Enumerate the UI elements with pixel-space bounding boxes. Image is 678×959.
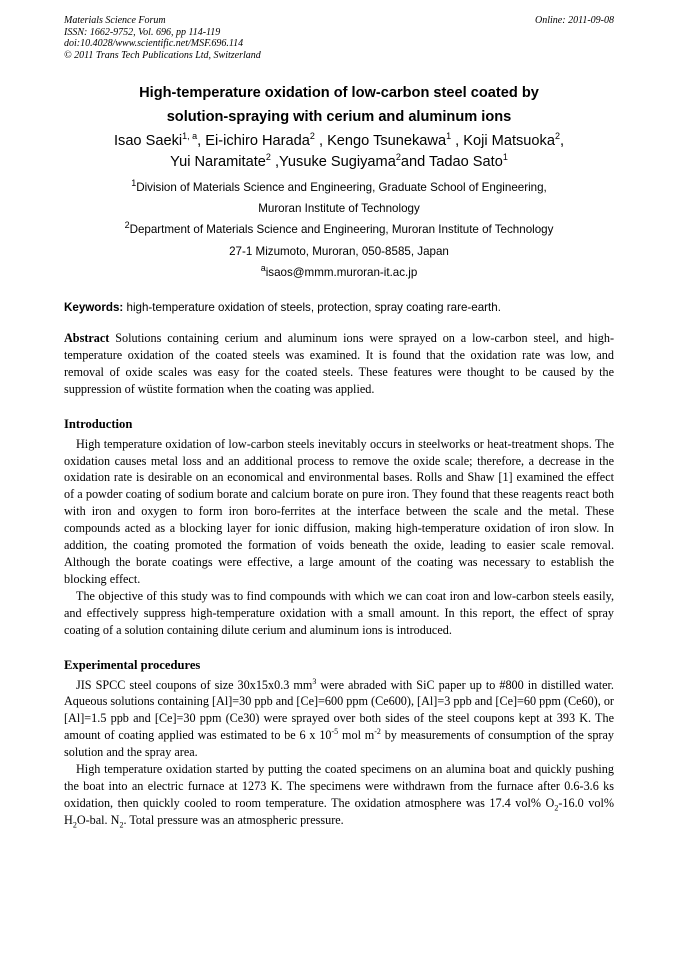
text-run: JIS SPCC steel coupons of size 30x15x0.3 mm bbox=[76, 677, 313, 692]
author-name: Tadao Sato bbox=[428, 154, 503, 170]
experimental-section bbox=[64, 677, 614, 829]
email-line bbox=[64, 262, 614, 283]
running-header bbox=[64, 15, 614, 61]
section-heading-experimental: Experimental procedures bbox=[64, 657, 201, 672]
affiliation-1 bbox=[64, 177, 614, 219]
author-name: Yui Naramitate bbox=[170, 154, 266, 170]
author-name: Kengo Tsunekawa bbox=[327, 133, 447, 149]
subscript: 2 bbox=[554, 803, 559, 813]
doi-line: doi:10.4028/www.scientific.net/MSF.696.114 bbox=[64, 38, 244, 49]
superscript: -2 bbox=[374, 727, 381, 737]
affiliation-text: Division of Materials Science and Engineering, Graduate School of Engineering, bbox=[136, 181, 547, 194]
section-heading-introduction: Introduction bbox=[64, 416, 133, 431]
paragraph bbox=[64, 677, 614, 762]
affiliation-text: Muroran Institute of Technology bbox=[258, 202, 420, 216]
superscript: -5 bbox=[331, 727, 339, 737]
subscript: 2 bbox=[72, 820, 77, 830]
affiliation-2 bbox=[64, 219, 614, 261]
journal-name: Materials Science Forum bbox=[64, 15, 166, 26]
paragraph: The objective of this study was to find compounds with which we can coat iron and low-carbon steels easily, and effectively suppress high-temperature oxidation with a small amount. In this report, the effect of spray coating of a solution containing dilute cerium and aluminum ions is introduced. bbox=[64, 588, 614, 637]
author-name: Ei-ichiro Harada bbox=[205, 133, 310, 149]
title-line-2: solution-spraying with cerium and aluminum ions bbox=[166, 109, 512, 125]
affiliation-sup: 1 bbox=[131, 178, 137, 189]
publication-info bbox=[64, 15, 614, 61]
online-date: Online: 2011-09-08 bbox=[535, 15, 614, 26]
text-run: by measurements of consumption of the spray solution and the spray area. bbox=[64, 728, 614, 760]
affiliation-address: 27-1 Mizumoto, Muroran, 050-8585, Japan bbox=[229, 244, 449, 258]
abstract-label: Abstract bbox=[64, 331, 110, 346]
title-line-1: High-temperature oxidation of low-carbon steel coated by bbox=[139, 85, 539, 101]
author-sup: 1 bbox=[446, 131, 452, 142]
author-sup: 1 bbox=[502, 152, 508, 163]
author-email[interactable]: isaos@mmm.muroran-it.ac.jp bbox=[265, 265, 418, 279]
author-sup: 2 bbox=[395, 152, 401, 163]
author-name: Isao Saeki bbox=[113, 133, 183, 149]
keywords-label: Keywords: bbox=[64, 301, 124, 315]
text-run: -16.0 vol% H bbox=[64, 795, 614, 827]
author-sup: 2 bbox=[309, 131, 315, 142]
text-run: were abraded with SiC paper up to #800 in distilled water. Aqueous solutions containing [Al]=30 ppb and [Ce]=600 ppm (Ce600), [Al]=3 ppb and [Ce]=60 ppm (Ce60), or [Al]=1.5 ppb and [Ce]=30 ppm (Ce30) were sprayed over both sides of the steel coupons kept at 393 K. The amount of coating applied was estimated to be 6 x 10 bbox=[64, 677, 614, 743]
abstract bbox=[64, 330, 614, 398]
keywords bbox=[64, 301, 614, 315]
abstract-text: Solutions containing cerium and aluminum ions were sprayed on a low-carbon steel, and high-temperature oxidation of the coated steels was examined. It is found that the oxidation rate was low, and removal of oxide scales was easy for the coated steels. These features were thought to be caused by the suppression of wüstite formation when the coating was applied. bbox=[64, 331, 614, 396]
author-name: Yusuke Sugiyama bbox=[279, 154, 396, 170]
text-run: . Total pressure was an atmospheric pressure. bbox=[123, 812, 344, 827]
author-list bbox=[64, 131, 614, 173]
author-line-2: Yui Naramitate$^2$ ,Yusuke Sugiyama$^2$and Tadao Sato$^1$ bbox=[170, 152, 508, 170]
paragraph: High temperature oxidation of low-carbon steels inevitably occurs in steelworks or heat-treatment shops. The oxidation causes metal loss and an additional process to remove the oxide scale; therefore, a decrease in the oxidation rate is desirable on an economical and environmental bases. Rolls and Shaw [1] examined the effect of a powder coating of sodium borate and calcium borate on pure iron. They found that these reagents react both with iron and oxygen to form iron boro-ferrites at the interface between the scale and the metal. These compounds acted as a blocking layer for ionic diffusion, making high-temperature oxidation of iron slow. In addition, the coating promoted the formation of voids beneath the oxide, leading to easier scale removal. Although the borate coatings were effective, a large amount of the coating was necessary to establish the blocking effect. bbox=[64, 436, 614, 586]
affiliation-text: Department of Materials Science and Engineering, Muroran Institute of Technology bbox=[129, 223, 554, 237]
author-sup: 2 bbox=[554, 131, 560, 142]
paragraph bbox=[64, 761, 614, 829]
keywords-text: high-temperature oxidation of steels, protection, spray coating rare-earth. bbox=[126, 301, 501, 315]
superscript: 3 bbox=[312, 676, 317, 686]
affiliations bbox=[64, 177, 614, 283]
author-line-1: Isao Saeki$^{1, a}$, Ei-ichiro Harada$^2$ , Kengo Tsunekawa$^1$ , Koji Matsuoka$^2$, bbox=[113, 131, 565, 149]
author-sup: 1, a bbox=[182, 131, 198, 142]
author-name: Koji Matsuoka bbox=[463, 133, 555, 149]
author-sup: 2 bbox=[265, 152, 271, 163]
affiliation-sup: 2 bbox=[124, 220, 130, 231]
text-run: mol m bbox=[338, 728, 375, 743]
text-run: High temperature oxidation started by putting the coated specimens on an alumina boat and quickly pushing the boat into an electric furnace at 1273 K. The specimens were withdrawn from the furnace after 0.6-3.6 ks oxidation, then quickly cooled to room temperature. The oxidation atmosphere was 17.4 vol% O bbox=[64, 762, 614, 810]
introduction-section bbox=[64, 436, 614, 639]
text-run: O-bal. N bbox=[76, 812, 120, 827]
issn-line: ISSN: 1662-9752, Vol. 696, pp 114-119 bbox=[64, 26, 221, 38]
subscript: 2 bbox=[119, 820, 124, 830]
copyright-line: © 2011 Trans Tech Publications Ltd, Switzerland bbox=[64, 49, 261, 61]
paper-title bbox=[64, 81, 614, 129]
email-sup: a bbox=[260, 262, 266, 273]
